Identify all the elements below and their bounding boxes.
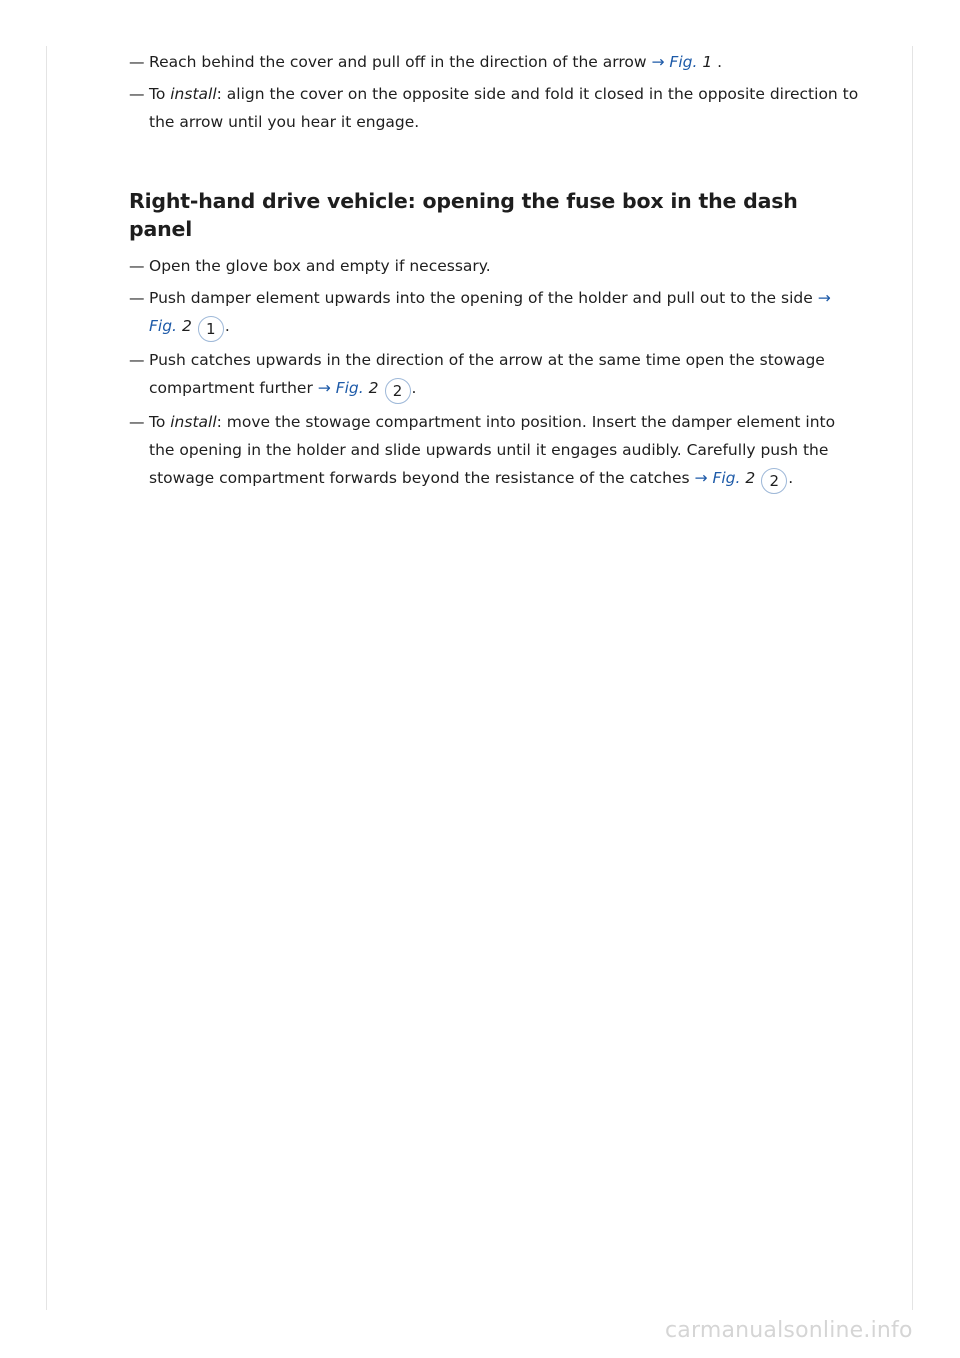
- arrow-right-icon: →: [694, 469, 708, 487]
- step-text-end: .: [712, 53, 723, 71]
- step-dash: —: [129, 257, 145, 275]
- fig-number: 1: [702, 53, 713, 71]
- step-push-catches: [129, 346, 859, 404]
- arrow-right-icon: →: [317, 379, 331, 397]
- step-emphasis: install: [170, 413, 217, 431]
- watermark-text: carmanualsonline.info: [665, 1318, 913, 1343]
- step-text-lead: To: [149, 413, 171, 431]
- fig-label: Fig.: [669, 53, 698, 71]
- step-text: : move the stowage compartment into position. Insert the damper element into the opening in the holder and slide upwards until it engages audibly. Carefully push the stowage compartment forwards beyond the resistance of the catches: [149, 413, 836, 487]
- step-text-end: .: [788, 469, 794, 487]
- arrow-right-icon: →: [651, 53, 665, 71]
- step-install-cover: [129, 80, 859, 136]
- step-remove-cover: [129, 48, 859, 76]
- step-text-lead: To: [149, 85, 171, 103]
- fig-label: Fig.: [335, 379, 364, 397]
- page-right-rule: [912, 46, 913, 1310]
- step-open-glove-box: [129, 252, 859, 280]
- step-text: : align the cover on the opposite side and fold it closed in the opposite direction to the arrow until you hear it engage.: [149, 85, 859, 131]
- step-text: Push catches upwards in the direction of the arrow at the same time open the stowage compartment further: [149, 351, 825, 397]
- page-left-rule: [46, 46, 47, 1310]
- step-text: Push damper element upwards into the opening of the holder and pull out to the side: [149, 289, 818, 307]
- document-body: [129, 48, 859, 498]
- step-dash: —: [129, 351, 145, 369]
- fig-number: 2: [368, 379, 379, 397]
- step-emphasis: install: [170, 85, 217, 103]
- fig-label: Fig.: [149, 317, 177, 335]
- step-dash: —: [129, 85, 145, 103]
- step-dash: —: [129, 413, 145, 431]
- arrow-right-icon: →: [817, 289, 831, 307]
- step-push-damper: [129, 284, 859, 342]
- step-text-end: .: [224, 317, 230, 335]
- step-text: Reach behind the cover and pull off in the direction of the arrow: [149, 53, 652, 71]
- step-text: Open the glove box and empty if necessary.: [149, 257, 491, 275]
- fig-number: 2: [745, 469, 756, 487]
- step-text-end: .: [411, 379, 417, 397]
- section-heading: Right-hand drive vehicle: opening the fuse box in the dash panel: [129, 189, 798, 241]
- fig-1-link[interactable]: [651, 53, 712, 71]
- fig-label: Fig.: [712, 469, 741, 487]
- step-dash: —: [129, 289, 145, 307]
- fig-2-link[interactable]: [318, 379, 379, 397]
- step-install-compartment: [129, 408, 859, 494]
- callout-badge: 2: [761, 468, 787, 494]
- callout-badge: 1: [198, 316, 224, 342]
- fig-2-link[interactable]: [695, 469, 756, 487]
- fig-number: 2: [181, 317, 192, 335]
- step-dash: —: [129, 53, 145, 71]
- callout-badge: 2: [385, 378, 411, 404]
